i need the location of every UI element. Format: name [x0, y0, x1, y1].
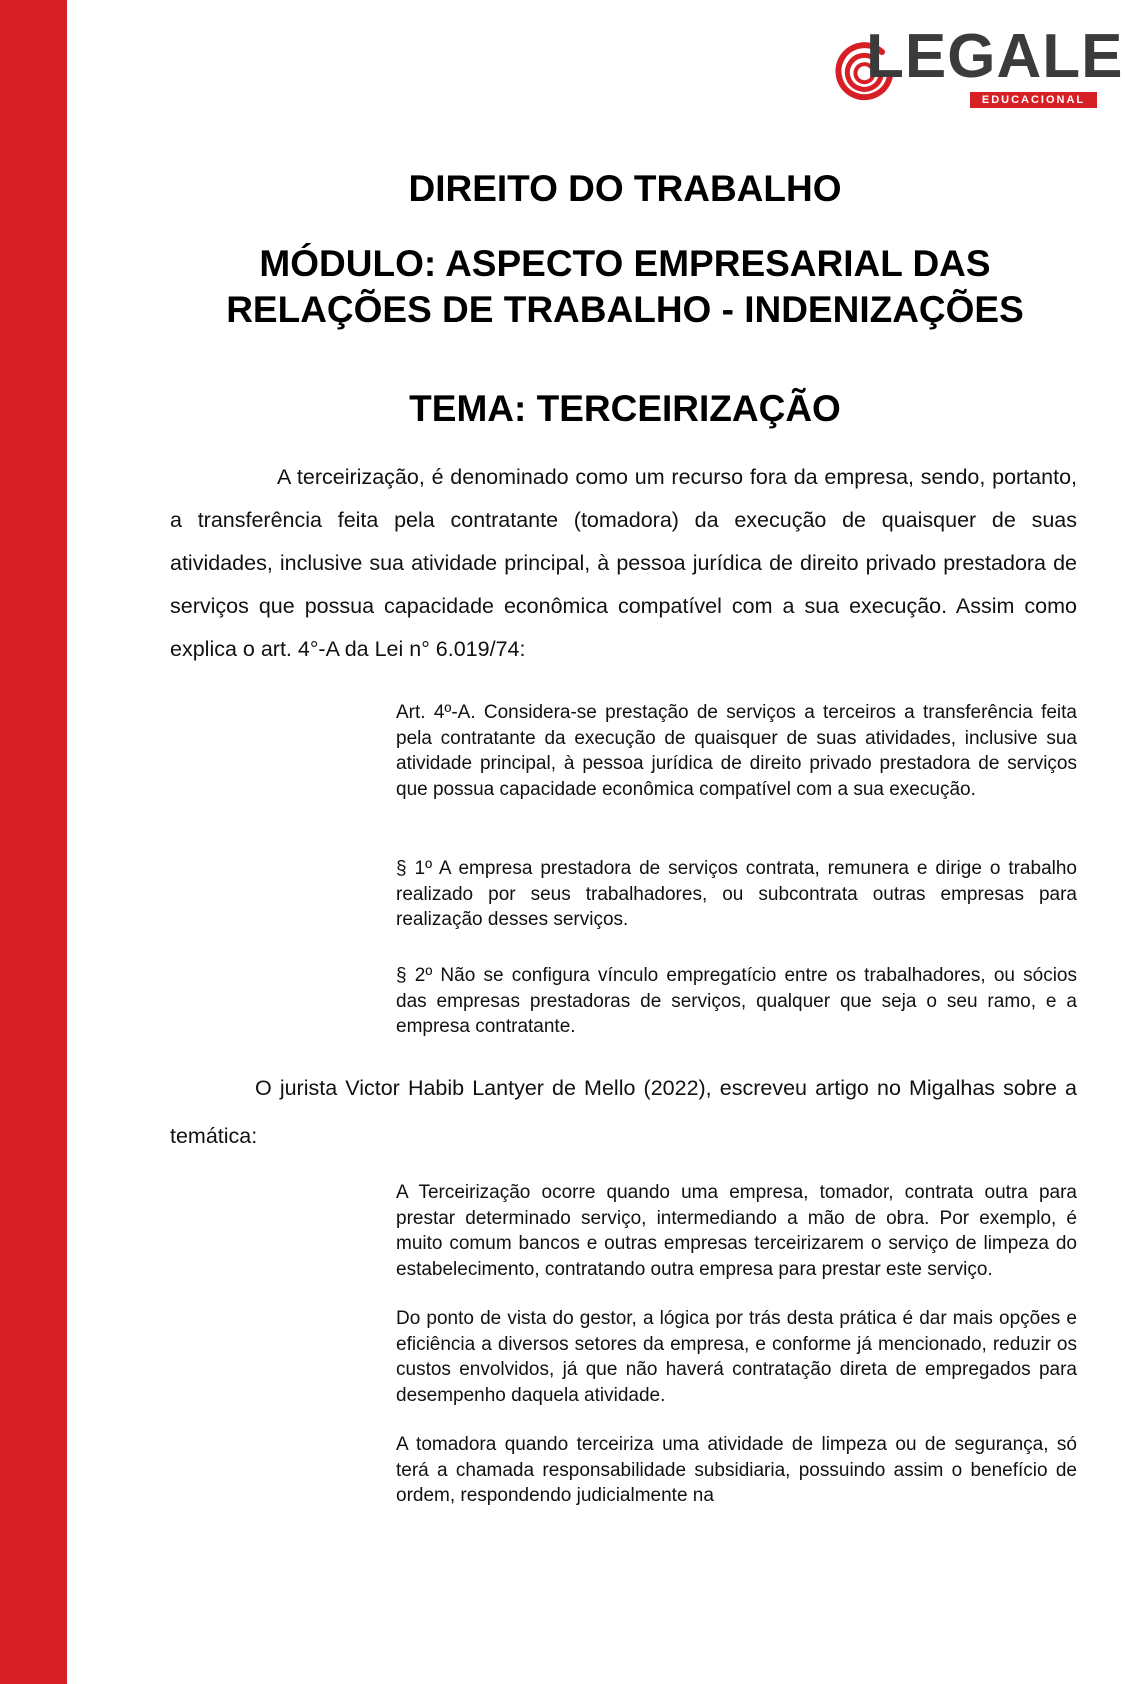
- legale-logo: [832, 22, 1124, 112]
- law-quote-paragraph-1: § 1º A empresa prestadora de serviços contrata, remunera e dirige o trabalho realizado por seus trabalhadores, ou subcontrata outras empresas para realização desses serviços.: [396, 858, 1077, 930]
- article-quote-paragraph-3: A tomadora quando terceiriza uma atividade de limpeza ou de segurança, só terá a chamada responsabilidade subsidiaria, possuindo assim o benefício de ordem, respondendo judicialmente na: [396, 1434, 1077, 1506]
- theme-title: TEMA: TERCEIRIZAÇÃO: [409, 388, 841, 429]
- law-quote-article: Art. 4º-A. Considera-se prestação de serviços a terceiros a transferência feita pela contratante da execução de quaisquer de suas atividades, inclusive sua atividade principal, à pessoa jurídica de direito privado prestadora de serviços que possua capacidade econômica compatível com a sua execução.: [396, 702, 1077, 800]
- subject-title: DIREITO DO TRABALHO: [408, 168, 842, 209]
- law-quote-paragraph-2: § 2º Não se configura vínculo empregatício entre os trabalhadores, ou sócios das empresas prestadoras de serviços, qualquer que seja o seu ramo, e a empresa contratante.: [396, 965, 1077, 1037]
- red-side-band: [0, 0, 67, 1684]
- article-quote-paragraph-2: Do ponto de vista do gestor, a lógica por trás desta prática é dar mais opções e eficiência a diversos setores da empresa, e conforme já mencionado, reduzir os custos envolvidos, já que não haverá contratação direta de empregados para desempenho daquela atividade.: [396, 1308, 1077, 1406]
- module-title: MÓDULO: ASPECTO EMPRESARIAL DAS RELAÇÕES DE TRABALHO - INDENIZAÇÕES: [226, 243, 1024, 330]
- article-quote-paragraph-1: A Terceirização ocorre quando uma empresa, tomador, contrata outra para prestar determinado serviço, intermediando a mão de obra. Por exemplo, é muito comum bancos e outras empresas terceirizarem o serviço de limpeza do estabelecimento, contratando outra empresa para prestar este serviço.: [396, 1182, 1077, 1280]
- logo-tagline: EDUCACIONAL: [970, 92, 1097, 108]
- logo-wordmark: LEGALE: [866, 22, 1124, 91]
- intro-paragraph: A terceirização, é denominado como um recurso fora da empresa, sendo, portanto, a transferência feita pela contratante (tomadora) da execução de quaisquer de suas atividades, inclusive sua atividade principal, à pessoa jurídica de direito privado prestadora de serviços que possua capacidade econômica compatível com a sua execução. Assim como explica o art. 4°-A da Lei n° 6.019/74:: [170, 465, 1077, 661]
- jurist-intro-paragraph: O jurista Victor Habib Lantyer de Mello (2022), escreveu artigo no Migalhas sobre a temática:: [170, 1076, 1077, 1148]
